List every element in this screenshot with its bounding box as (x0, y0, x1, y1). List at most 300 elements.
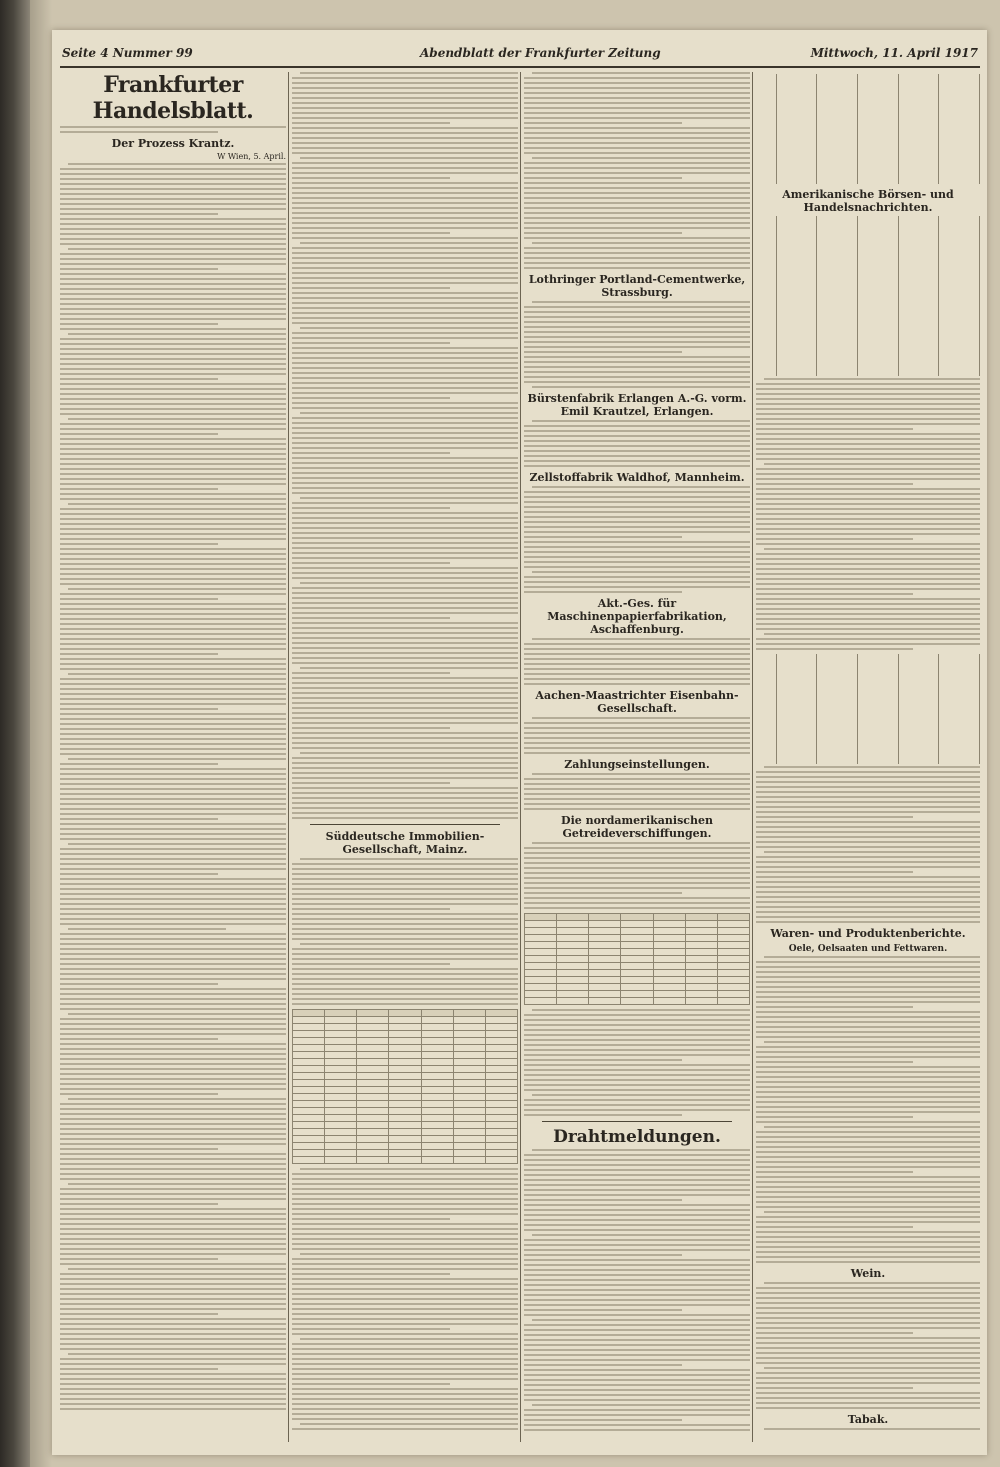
table-cell (421, 1017, 453, 1024)
table-cell (717, 921, 749, 928)
table-cell (357, 1087, 389, 1094)
article-body-getreide (524, 842, 750, 909)
text-line (60, 863, 286, 865)
text-line (60, 528, 286, 530)
article-title-waldhof: Zellstoffabrik Waldhof, Mannheim. (529, 471, 745, 484)
table-cell (898, 759, 939, 764)
table-cell (717, 984, 749, 991)
text-line (60, 428, 286, 430)
text-line (60, 1328, 286, 1330)
text-line (524, 566, 750, 568)
text-line (60, 1303, 286, 1305)
table-cell (653, 977, 685, 984)
text-line (756, 403, 980, 405)
text-line (764, 1126, 980, 1128)
table-cell (325, 1052, 357, 1059)
table-cell (293, 1073, 325, 1080)
table-cell (293, 1087, 325, 1094)
table-cell (485, 1024, 517, 1031)
text-line (60, 1033, 286, 1035)
text-line (60, 1003, 286, 1005)
text-line (60, 1363, 286, 1365)
table-cell (325, 1094, 357, 1101)
text-line (60, 1198, 286, 1200)
text-line (524, 1394, 750, 1396)
text-line (292, 217, 518, 219)
table-cell (389, 1108, 421, 1115)
text-line (60, 718, 286, 720)
text-line (68, 1098, 286, 1100)
table-cell (939, 759, 980, 764)
text-line (532, 420, 750, 422)
table-cell (653, 949, 685, 956)
text-line (292, 557, 518, 559)
text-line (68, 588, 286, 590)
text-line (300, 943, 518, 945)
text-line (292, 1333, 518, 1335)
text-line (756, 1407, 980, 1409)
text-line (300, 242, 518, 244)
table-cell (717, 963, 749, 970)
text-line (756, 791, 980, 793)
text-line (60, 1008, 286, 1010)
text-line (524, 501, 750, 503)
text-line (756, 996, 980, 998)
table-row (525, 963, 750, 970)
table-cell (485, 1087, 517, 1094)
text-line (756, 1111, 980, 1113)
table-cell (293, 1066, 325, 1073)
table-cell (653, 970, 685, 977)
table-cell (421, 1094, 453, 1101)
text-line (756, 886, 980, 888)
text-line (292, 1383, 450, 1385)
text-line (524, 252, 750, 254)
table-cell (389, 1045, 421, 1052)
text-line (524, 1054, 750, 1056)
text-line (524, 82, 750, 84)
text-line (524, 137, 750, 139)
text-line (756, 991, 980, 993)
table-cell (453, 1010, 485, 1017)
text-line (524, 788, 750, 790)
table-cell (898, 179, 939, 184)
text-line (524, 361, 750, 363)
text-line (756, 816, 913, 818)
text-line (60, 1118, 286, 1120)
text-line (60, 598, 218, 600)
text-line (756, 1377, 980, 1379)
table-cell (685, 921, 717, 928)
table-row (293, 1052, 518, 1059)
text-line (524, 1344, 750, 1346)
text-line (292, 1318, 518, 1320)
table-cell (389, 1066, 421, 1073)
table-cell (685, 935, 717, 942)
text-line (756, 1397, 980, 1399)
table-cell (293, 1045, 325, 1052)
table-cell (485, 1157, 517, 1164)
text-line (60, 723, 286, 725)
table-cell (293, 1143, 325, 1150)
text-line (524, 257, 750, 259)
text-line (60, 373, 286, 375)
text-line (292, 362, 518, 364)
text-line (524, 1309, 682, 1311)
text-line (292, 597, 518, 599)
text-line (292, 162, 518, 164)
text-line (60, 463, 286, 465)
table-cell (525, 942, 557, 949)
column-rule (288, 72, 289, 1442)
text-line (524, 212, 750, 214)
text-line (524, 857, 750, 859)
text-line (60, 1173, 286, 1175)
text-line (292, 767, 518, 769)
column-1 (60, 72, 286, 1432)
table-cell (557, 942, 589, 949)
text-line (524, 1354, 750, 1356)
text-line (292, 1368, 518, 1370)
text-line (524, 1219, 750, 1221)
article-body-getreide-cont (524, 1009, 750, 1116)
masthead (60, 44, 980, 68)
table-row (293, 1136, 518, 1143)
text-line (60, 693, 286, 695)
text-line (60, 168, 286, 170)
text-line (292, 983, 518, 985)
text-line (60, 978, 286, 980)
text-line (60, 468, 286, 470)
table-cell (421, 1136, 453, 1143)
text-line (292, 312, 518, 314)
text-line (756, 398, 980, 400)
text-line (524, 798, 750, 800)
text-line (292, 482, 518, 484)
text-line (60, 938, 286, 940)
text-line (524, 882, 750, 884)
text-line (60, 658, 286, 660)
text-line (292, 382, 518, 384)
text-line (756, 871, 913, 873)
article-body-maschinenpapier (524, 638, 750, 685)
text-line (292, 682, 518, 684)
text-line (292, 212, 518, 214)
table-cell (557, 921, 589, 928)
table-cell (453, 1038, 485, 1045)
text-line (60, 258, 286, 260)
text-line (524, 752, 750, 754)
text-line (60, 228, 286, 230)
text-line (756, 1191, 980, 1193)
text-line (60, 838, 286, 840)
text-line (292, 612, 518, 614)
text-line (524, 97, 750, 99)
text-line (60, 1283, 286, 1285)
text-line (524, 425, 750, 427)
text-line (524, 237, 750, 239)
table-row (525, 949, 750, 956)
text-line (756, 1071, 980, 1073)
exchange-rate-table (756, 74, 980, 184)
text-line (60, 178, 286, 180)
text-line (292, 998, 518, 1000)
table-cell (557, 928, 589, 935)
text-line (292, 142, 518, 144)
table-cell (293, 1010, 325, 1017)
table-cell (717, 998, 749, 1005)
article-body-prozess (60, 163, 286, 1410)
text-line (524, 1024, 750, 1026)
text-line (60, 828, 286, 830)
text-line (524, 207, 750, 209)
table-row (293, 1094, 518, 1101)
text-line (524, 722, 750, 724)
text-line (60, 1228, 286, 1230)
text-line (292, 177, 450, 179)
text-line (292, 933, 518, 935)
table-cell (685, 956, 717, 963)
table-cell (421, 1073, 453, 1080)
text-line (524, 1254, 682, 1256)
table-cell (621, 949, 653, 956)
text-line (756, 518, 980, 520)
text-line (764, 851, 980, 853)
text-line (60, 208, 286, 210)
text-line (292, 757, 518, 759)
table-cell (653, 956, 685, 963)
text-line (60, 753, 286, 755)
text-line (292, 893, 518, 895)
text-line (756, 1372, 980, 1374)
text-line (532, 571, 750, 573)
table-cell (453, 1031, 485, 1038)
text-line (292, 372, 518, 374)
table-row (525, 935, 750, 942)
reprint-notice (60, 126, 286, 133)
text-line (532, 72, 750, 74)
table-cell (589, 928, 621, 935)
text-line (764, 1428, 980, 1430)
text-line (524, 371, 750, 373)
text-line (292, 1233, 518, 1235)
article-title-aachen: Aachen-Maastrichter Eisenbahn-Gesellschaft. (535, 689, 739, 715)
text-line (756, 986, 980, 988)
text-line (60, 818, 218, 820)
text-line (756, 1241, 980, 1243)
table-cell (453, 1143, 485, 1150)
text-line (60, 923, 286, 925)
text-line (292, 377, 518, 379)
text-line (292, 397, 450, 399)
text-line (524, 1214, 750, 1216)
table-cell (557, 977, 589, 984)
table-cell (621, 963, 653, 970)
text-line (60, 823, 286, 825)
table-row (293, 1101, 518, 1108)
text-line (524, 673, 750, 675)
text-line (60, 733, 286, 735)
table-cell (357, 1136, 389, 1143)
text-line (524, 1039, 750, 1041)
text-line (524, 1264, 750, 1266)
text-line (524, 77, 750, 79)
text-line (292, 1348, 518, 1350)
text-line (524, 445, 750, 447)
table-cell (621, 935, 653, 942)
table-cell (717, 935, 749, 942)
text-line (60, 1243, 286, 1245)
text-line (60, 293, 286, 295)
text-line (524, 381, 750, 383)
text-line (524, 1379, 750, 1381)
text-line (764, 633, 980, 635)
table-cell (685, 998, 717, 1005)
text-line (60, 1108, 286, 1110)
text-line (524, 1109, 750, 1111)
text-line (756, 438, 980, 440)
text-line (756, 1186, 980, 1188)
text-line (524, 1269, 750, 1271)
text-line (764, 1367, 980, 1369)
table-cell (325, 1122, 357, 1129)
table-cell (325, 1017, 357, 1024)
text-line (300, 1168, 518, 1170)
text-line (756, 911, 980, 913)
text-line (524, 1154, 750, 1156)
text-line (756, 1051, 980, 1053)
text-line (292, 938, 518, 940)
text-line (524, 586, 750, 588)
table-row (293, 1059, 518, 1066)
text-line (292, 1238, 518, 1240)
text-line (292, 257, 518, 259)
text-line (292, 302, 518, 304)
text-line (292, 267, 518, 269)
text-line (524, 217, 750, 219)
text-line (524, 1044, 750, 1046)
text-line (292, 252, 518, 254)
text-line (524, 783, 750, 785)
text-line (60, 393, 286, 395)
text-line (756, 786, 980, 788)
table-cell (389, 1115, 421, 1122)
table-cell (357, 1059, 389, 1066)
table-cell (485, 1143, 517, 1150)
table-cell (685, 977, 717, 984)
text-line (524, 1339, 750, 1341)
text-line (60, 318, 286, 320)
text-line (524, 351, 682, 353)
text-line (292, 742, 518, 744)
masthead-page-number: Seite 4 Nummer 99 (62, 46, 193, 60)
text-line (532, 1234, 750, 1236)
text-line (60, 1393, 286, 1395)
table-cell (525, 935, 557, 942)
text-line (532, 717, 750, 719)
text-line (756, 1086, 980, 1088)
table-cell (485, 1129, 517, 1136)
article-body-immobilien (292, 858, 518, 1005)
text-line (292, 462, 518, 464)
text-line (756, 906, 980, 908)
text-line (524, 872, 750, 874)
text-line (60, 313, 286, 315)
table-row (293, 1017, 518, 1024)
text-line (756, 613, 980, 615)
text-line (756, 498, 980, 500)
table-cell (685, 984, 717, 991)
text-line (60, 613, 286, 615)
table-cell (717, 928, 749, 935)
text-line (60, 933, 286, 935)
text-line (756, 1131, 980, 1133)
text-line (756, 861, 980, 863)
table-cell (717, 949, 749, 956)
text-line (756, 1106, 980, 1108)
text-line (756, 826, 980, 828)
text-line (292, 1398, 518, 1400)
text-line (524, 1164, 750, 1166)
text-line (756, 1166, 980, 1168)
text-line (68, 1268, 286, 1270)
article-subtitle-waren: Oele, Oelsaaten und Fettwaren. (788, 944, 948, 954)
text-line (764, 378, 980, 380)
text-line (524, 862, 750, 864)
text-line (292, 642, 518, 644)
text-line (292, 677, 518, 679)
text-line (68, 1013, 286, 1015)
table-cell (776, 179, 817, 184)
text-line (524, 506, 750, 508)
divider (310, 824, 500, 825)
text-line (60, 573, 286, 575)
table-cell (325, 1038, 357, 1045)
table-cell (357, 1094, 389, 1101)
text-line (292, 732, 518, 734)
text-line (60, 948, 286, 950)
text-line (60, 303, 286, 305)
text-line (60, 1223, 286, 1225)
text-line (532, 242, 750, 244)
text-line (756, 1387, 913, 1389)
text-line (756, 806, 980, 808)
text-line (292, 332, 518, 334)
table-cell (485, 1101, 517, 1108)
table-cell (293, 1157, 325, 1164)
text-line (292, 432, 518, 434)
text-line (60, 1288, 286, 1290)
text-line (60, 478, 286, 480)
table-cell (589, 963, 621, 970)
text-line (756, 1001, 980, 1003)
text-line (60, 1048, 286, 1050)
text-line (756, 1056, 980, 1058)
text-line (60, 1143, 286, 1145)
table-cell (421, 1045, 453, 1052)
table-cell (653, 914, 685, 921)
text-line (756, 528, 980, 530)
table-cell (357, 1031, 389, 1038)
text-line (292, 898, 518, 900)
text-line (292, 777, 518, 779)
text-line (756, 603, 980, 605)
text-line (524, 87, 750, 89)
text-line (60, 473, 286, 475)
text-line (60, 713, 286, 715)
table-cell (453, 1017, 485, 1024)
text-line (756, 876, 980, 878)
